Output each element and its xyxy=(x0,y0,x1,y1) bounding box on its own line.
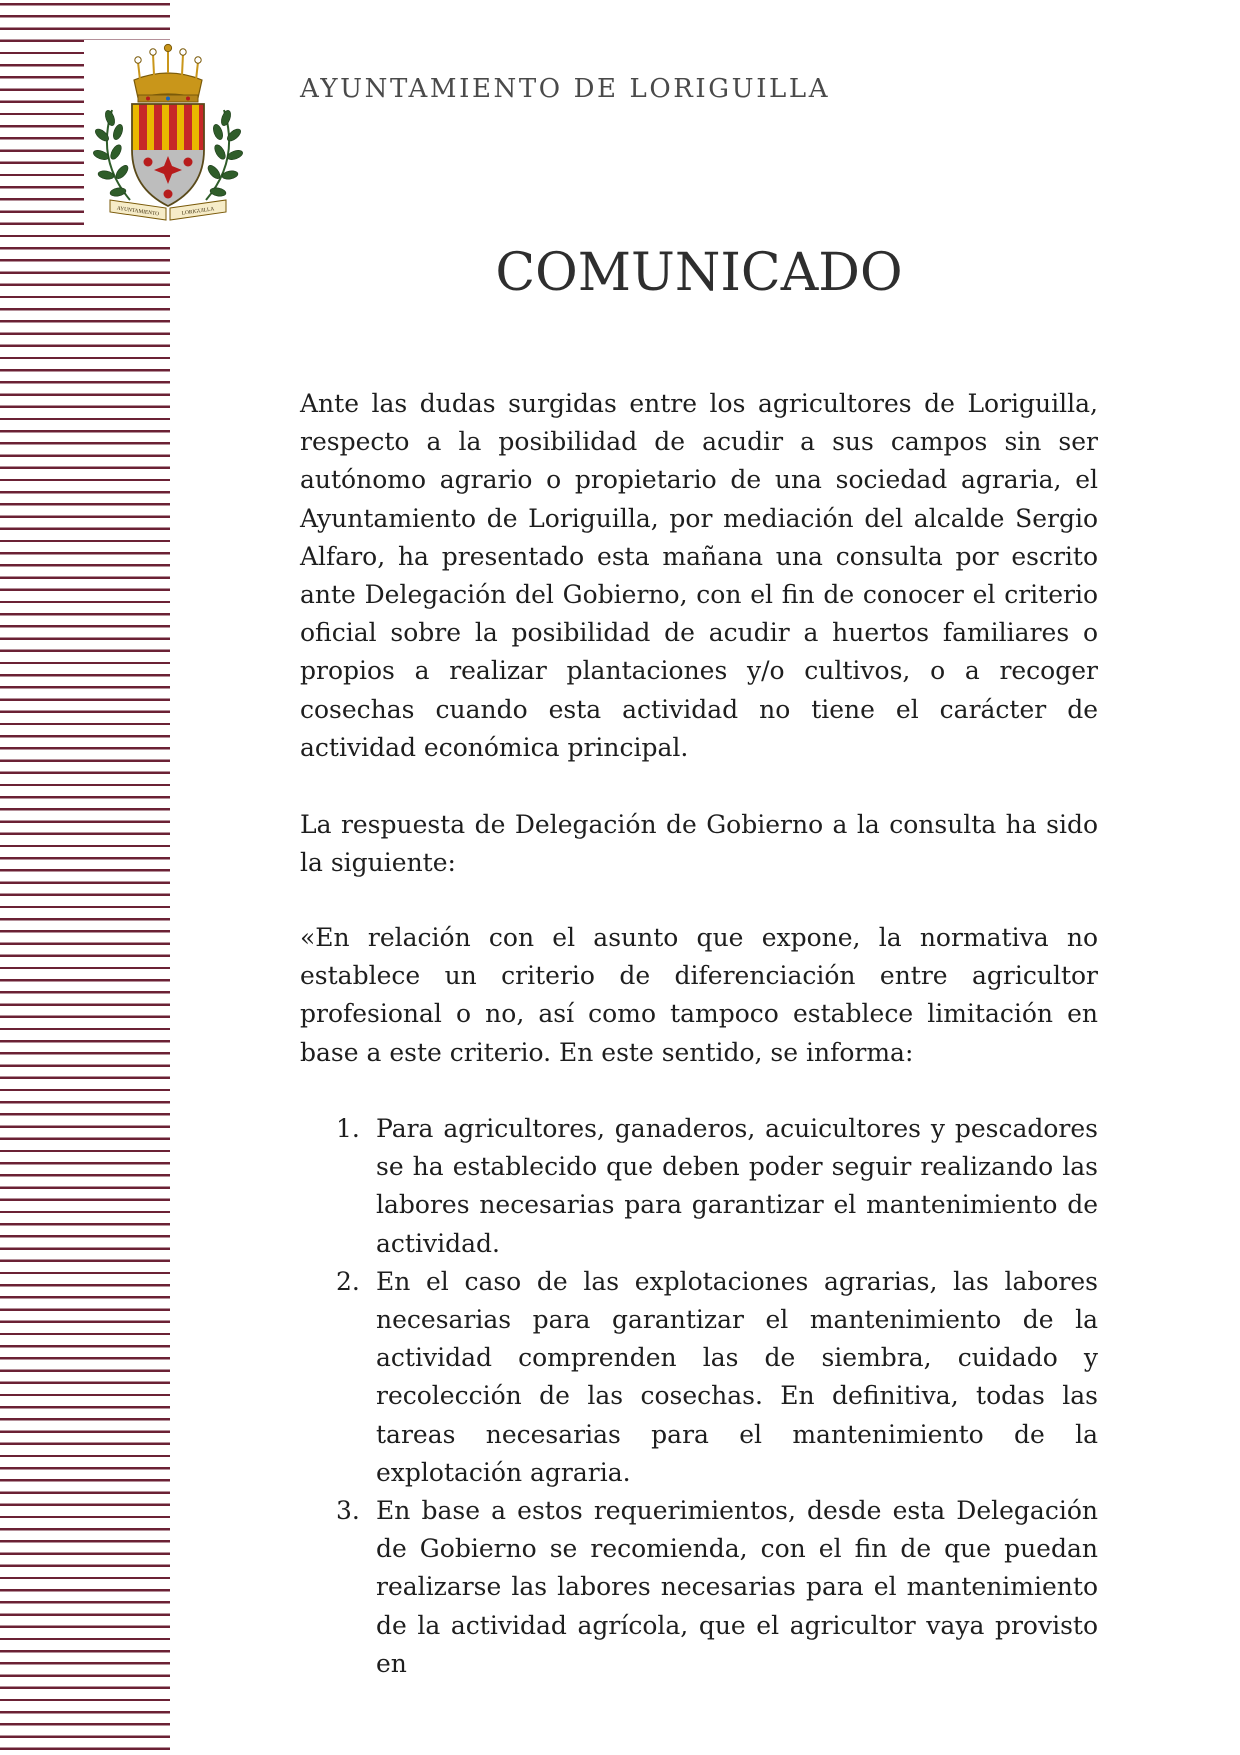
municipal-coat-of-arms xyxy=(88,40,248,225)
list-item-text: En base a estos requerimientos, desde esta Delegación de Gobierno se recomienda, con el fin de que puedan realizarse las labores necesarias para el mantenimiento de la actividad agrícola, que el agricultor vaya provisto en xyxy=(376,1496,1098,1678)
list-item-number: 2. xyxy=(336,1266,360,1296)
organization-name: AYUNTAMIENTO DE LORIGUILLA xyxy=(300,74,831,104)
response-intro-paragraph: La respuesta de Delegación de Gobierno a la consulta ha sido la siguiente: xyxy=(300,810,1098,878)
response-points-list xyxy=(336,1110,1098,1683)
crest-banner-right: LORIGUILLA xyxy=(181,206,215,217)
intro-paragraph: Ante las dudas surgidas entre los agricultores de Loriguilla, respecto a la posibilidad de acudir a sus campos sin ser autónomo agrario o propietario de una sociedad agraria, el Ayuntamiento de Loriguilla, por mediación del alcalde Sergio Alfaro, ha presentado esta mañana una consulta por escrito ante Delegación del Gobierno, con el fin de conocer el criterio oficial sobre la posibilidad de acudir a huertos familiares o propios a realizar plantaciones y/o cultivos, o a recoger cosechas cuando esta actividad no tiene el carácter de actividad económica principal. xyxy=(300,389,1098,762)
list-item-text: Para agricultores, ganaderos, acuicultores y pescadores se ha establecido que deben poder seguir realizando las labores necesarias para garantizar el mantenimiento de actividad. xyxy=(376,1114,1098,1258)
shield-icon xyxy=(132,104,204,206)
decorative-stripe-border xyxy=(0,0,170,1755)
crown-icon xyxy=(134,44,202,102)
list-item-number: 1. xyxy=(336,1114,360,1143)
quoted-response-paragraph: «En relación con el asunto que expone, la normativa no establece un criterio de diferenciación entre agricultor profesional o no, así como tampoco establece limitación en base a este criterio. En este sentido, se informa: xyxy=(300,923,1098,1067)
list-item-text: En el caso de las explotaciones agrarias, las labores necesarias para garantizar el mantenimiento de la actividad comprenden las de siembra, cuidado y recolección de las cosechas. En definitiva, todas las tareas necesarias para el mantenimiento de la explotación agraria. xyxy=(376,1266,1098,1487)
list-item xyxy=(336,1492,1098,1683)
crest-banner-left: AYUNTAMIENTO xyxy=(116,205,160,218)
page-title: COMUNICADO xyxy=(495,243,903,303)
list-item-number: 3. xyxy=(336,1496,360,1526)
list-item xyxy=(336,1263,1098,1492)
list-item xyxy=(336,1110,1098,1263)
